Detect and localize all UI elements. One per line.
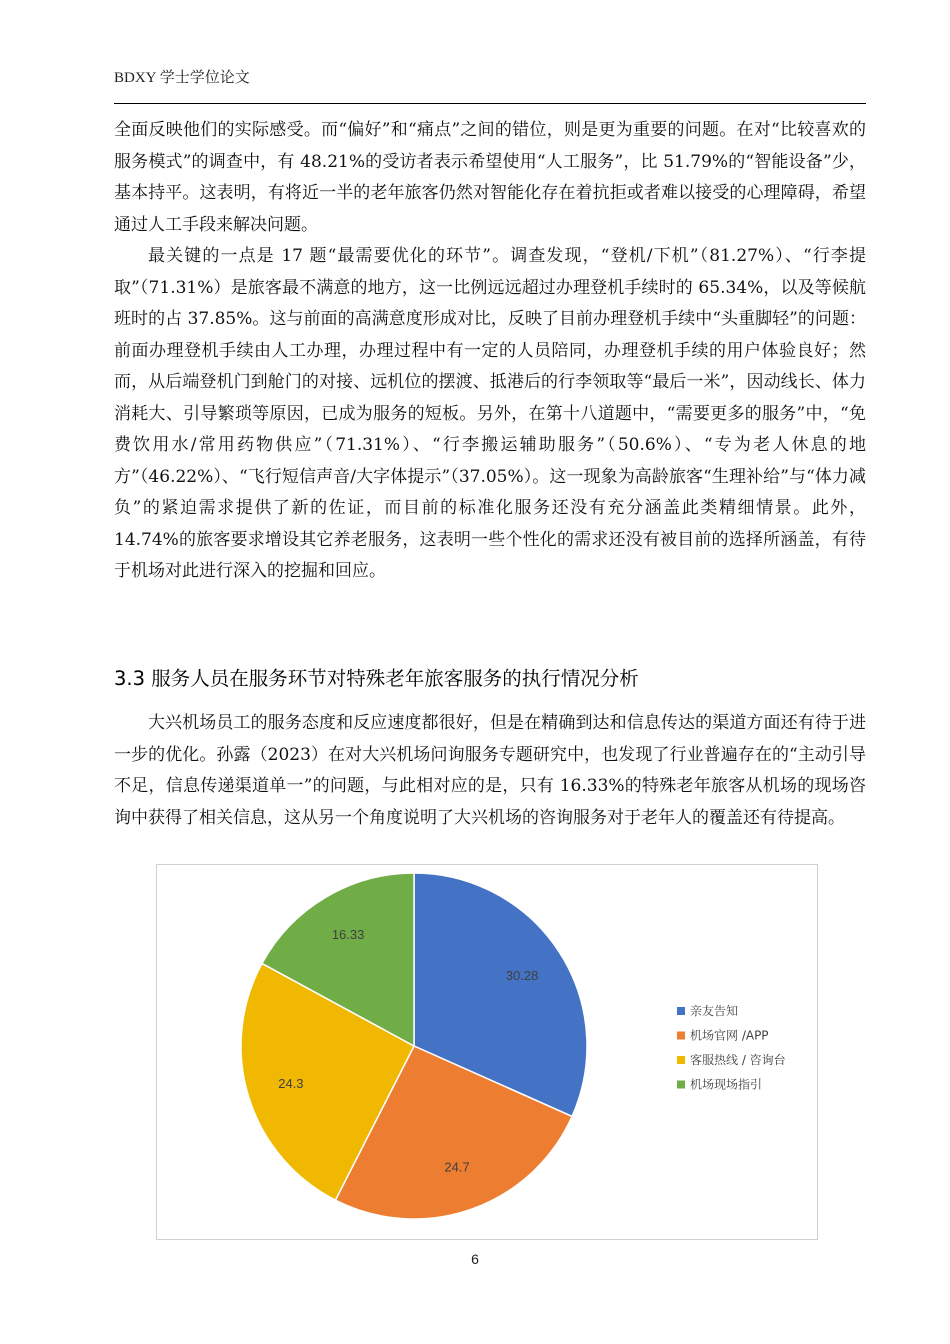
legend-label-3: 客服热线 / 咨询台	[690, 1053, 786, 1067]
pie-data-label-4: 16.33	[331, 927, 365, 943]
legend-label-2: 机场官网 /APP	[690, 1028, 769, 1043]
pie-chart	[157, 865, 817, 1239]
legend-swatch-2	[677, 1032, 685, 1040]
body-text	[114, 115, 866, 588]
section-body	[114, 708, 866, 834]
pie-chart-frame	[156, 864, 818, 1240]
section-heading: 3.3 服务人员在服务环节对特殊老年旅客服务的执行情况分析	[114, 667, 639, 690]
legend-swatch-4	[677, 1081, 685, 1089]
pie-data-label-1: 30.28	[505, 967, 539, 983]
header-rule	[114, 103, 866, 104]
legend-swatch-3	[677, 1056, 685, 1064]
running-header: BDXY 学士学位论文	[114, 70, 250, 86]
paragraph-2: 最关键的一点是 17 题“最需要优化的环节”。调查发现，“登机/下机”（81.27%）、“行李提取”（71.31%）是旅客最不满意的地方，这一比例远远超过办理登机手续时的 65.34%，以及等候航班时的占 37.85%。这与前面的高满意度形成对比，反映了目前办理登机手续中“头重脚轻”的问题：前面办理登机手续由人工办理，办理过程中有一定的人员陪同，办理登机手续的用户体验良好；然而，从后端登机门到舱门的对接、远机位的摆渡、抵港后的行李领取等“最后一米”，因动线长、体力消耗大、引导繁琐等原因，已成为服务的短板。另外，在第十八道题中，“需要更多的服务”中，“免费饮用水/常用药物供应”（71.31%）、“行李搬运辅助服务”（50.6%）、“专为老人休息的地方”（46.22%）、“飞行短信声音/大字体提示”（37.05%）。这一现象为高龄旅客“生理补给”与“体力减负”的紧迫需求提供了新的佐证，而目前的标准化服务还没有充分涵盖此类精细情景。此外，14.74%的旅客要求增设其它养老服务，这表明一些个性化的需求还没有被目前的选择所涵盖，有待于机场对此进行深入的挖掘和回应。	[114, 246, 866, 581]
legend-swatch-1	[677, 1007, 685, 1015]
pie-data-label-3: 24.3	[278, 1076, 304, 1092]
paragraph-1: 全面反映他们的实际感受。而“偏好”和“痛点”之间的错位，则是更为重要的问题。在对“比较喜欢的服务模式”的调查中，有 48.21%的受访者表示希望使用“人工服务”，比 51.79%的“智能设备”少，基本持平。这表明，有将近一半的老年旅客仍然对智能化存在着抗拒或者难以接受的心理障碍，希望通过人工手段来解决问题。	[114, 120, 866, 235]
legend-label-1: 亲友告知	[690, 1004, 739, 1018]
section-paragraph-1: 大兴机场员工的服务态度和反应速度都很好，但是在精确到达和信息传达的渠道方面还有待于进一步的优化。孙露（2023）在对大兴机场问询服务专题研究中，也发现了行业普遍存在的“主动引导不足，信息传递渠道单一”的问题，与此相对应的是，只有 16.33%的特殊老年旅客从机场的现场咨询中获得了相关信息，这从另一个角度说明了大兴机场的咨询服务对于老年人的覆盖还有待提高。	[114, 713, 866, 828]
page-number: 6	[471, 1251, 479, 1267]
legend-label-4: 机场现场指引	[690, 1077, 763, 1092]
pie-data-label-2: 24.7	[444, 1159, 470, 1175]
